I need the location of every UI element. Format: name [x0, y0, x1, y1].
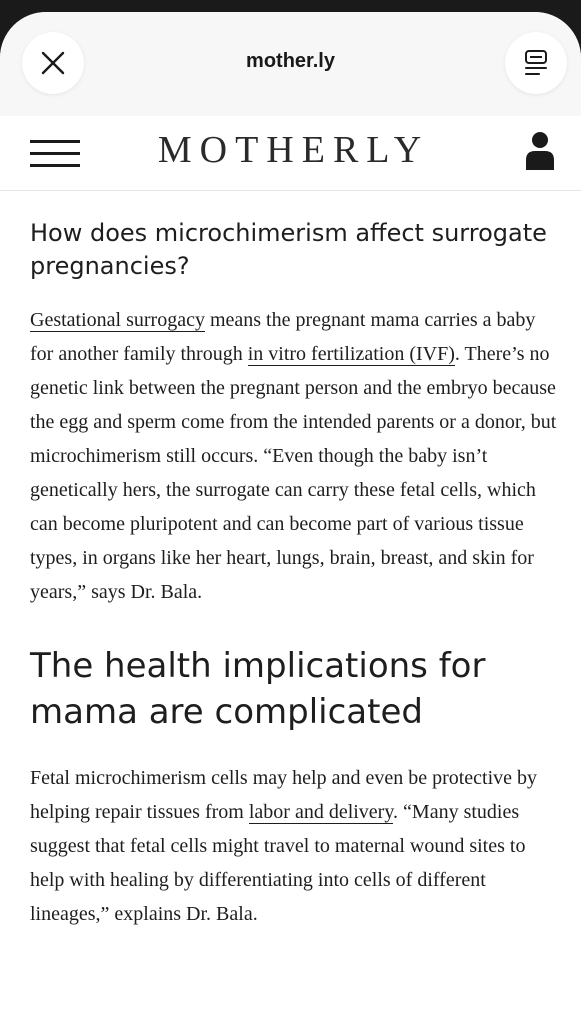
paragraph-text: means the pregnant mama carries a baby for another family through [30, 309, 536, 365]
section-heading-health: The health implications for mama are complicated [30, 646, 486, 732]
reader-mode-button[interactable] [505, 32, 567, 94]
link-ivf[interactable]: in vitro fertilization (IVF) [247, 343, 455, 365]
site-logo[interactable]: MOTHERLY [157, 129, 430, 171]
browser-sheet [0, 12, 581, 1024]
paragraph-text: Fetal microchimerism cells may help and even be protective by helping repair tissues from [30, 767, 538, 823]
reader-mode-icon [523, 49, 549, 77]
section-heading-surrogacy: How does microchimerism affect surrogate pregnancies? [30, 219, 547, 280]
article-body [0, 191, 581, 931]
site-header [0, 116, 581, 191]
browser-toolbar [0, 12, 581, 116]
paragraph-text: . There’s no genetic link between the pregnant person and the embryo because the egg and sperm come from the intended parents or a donor, but microchimerism still occurs. “Even though the baby isn’t genetically hers, the surrogate can carry these fetal cells, which can become pluripotent and can become part of various tissue types, in organs like her heart, lungs, brain, breast, and skin for years,” says Dr. Bala. [30, 343, 557, 603]
paragraph-text: . “Many studies suggest that fetal cells might travel to maternal wound sites to help with healing by differentiating into cells of different lineages,” explains Dr. Bala. [30, 801, 526, 925]
paragraph-surrogacy [30, 303, 557, 609]
link-labor-and-delivery[interactable]: labor and delivery [248, 801, 394, 823]
paragraph-health [30, 761, 557, 931]
user-account-icon[interactable] [524, 130, 556, 170]
link-gestational-surrogacy[interactable]: Gestational surrogacy [30, 309, 205, 331]
url-label[interactable]: mother.ly [246, 50, 335, 72]
